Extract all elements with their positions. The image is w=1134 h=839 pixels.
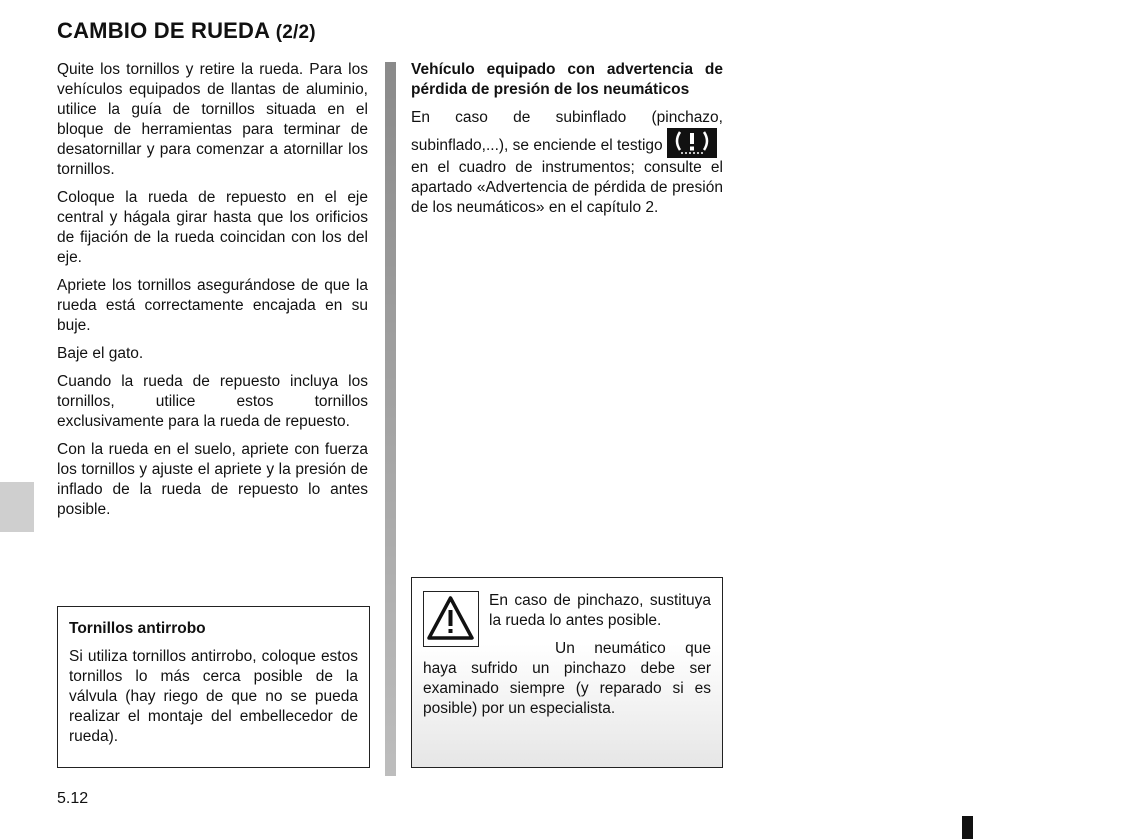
warning-paragraph-1: En caso de pinchazo, sustituya la rueda lo antes posible. [489,592,711,629]
left-paragraph-5: Cuando la rueda de repuesto incluya los tornillos, utilice estos tornillos exclusivamente para la rueda de repuesto. [57,373,368,430]
page-title [57,18,316,44]
tpms-paragraph [411,108,723,218]
warning-triangle-icon [423,591,479,647]
chapter-side-tab [0,482,34,532]
left-paragraph-3: Apriete los tornillos asegurándose de que la rueda está correctamente encajada en su buje. [57,277,368,334]
right-column [411,60,723,226]
antitheft-bolts-box [57,606,370,768]
corner-mark [962,816,973,839]
puncture-warning-box [411,577,723,768]
page-title-part: (2/2) [275,22,316,43]
tyre-pressure-warning-icon [667,128,717,158]
left-paragraph-1: Quite los tornillos y retire la rueda. Para los vehículos equipados de llantas de aluminio, utilice la guía de tornillos situada en el bloque de herramientas para terminar de desatornillar y para comenzar a atornillar los tornillos. [57,61,368,178]
antitheft-text: Si utiliza tornillos antirrobo, coloque estos tornillos lo más cerca posible de la válvula (hay riego de que no se pueda realizar el montaje del embellecedor de rueda). [69,648,358,745]
left-paragraph-6: Con la rueda en el suelo, apriete con fuerza los tornillos y ajuste el apriete y la presión de inflado de la rueda de repuesto lo antes posible. [57,441,368,518]
column-divider [385,62,396,776]
tpms-text-before: En caso de subinflado (pinchazo, subinflado,...), se enciende el testigo [411,109,723,154]
tpms-text-after: en el cuadro de instrumentos; consulte el apartado «Advertencia de pérdida de presión de los neumáticos» en el capítulo 2. [411,159,723,216]
antitheft-heading: Tornillos antirrobo [69,620,206,637]
left-paragraph-2: Coloque la rueda de repuesto en el eje central y hágala girar hasta que los orificios de fijación de la rueda coincidan con los del eje. [57,189,368,266]
left-column [57,60,368,528]
page-number: 5.12 [57,790,89,807]
tpms-heading: Vehículo equipado con advertencia de pérdida de presión de los neumáticos [411,61,723,98]
left-paragraph-4: Baje el gato. [57,345,144,362]
warning-paragraph-2: Un neumático que haya sufrido un pinchazo debe ser examinado siempre (y reparado si es posible) por un especialista. [423,640,711,717]
page-title-main: CAMBIO DE RUEDA [57,18,270,43]
